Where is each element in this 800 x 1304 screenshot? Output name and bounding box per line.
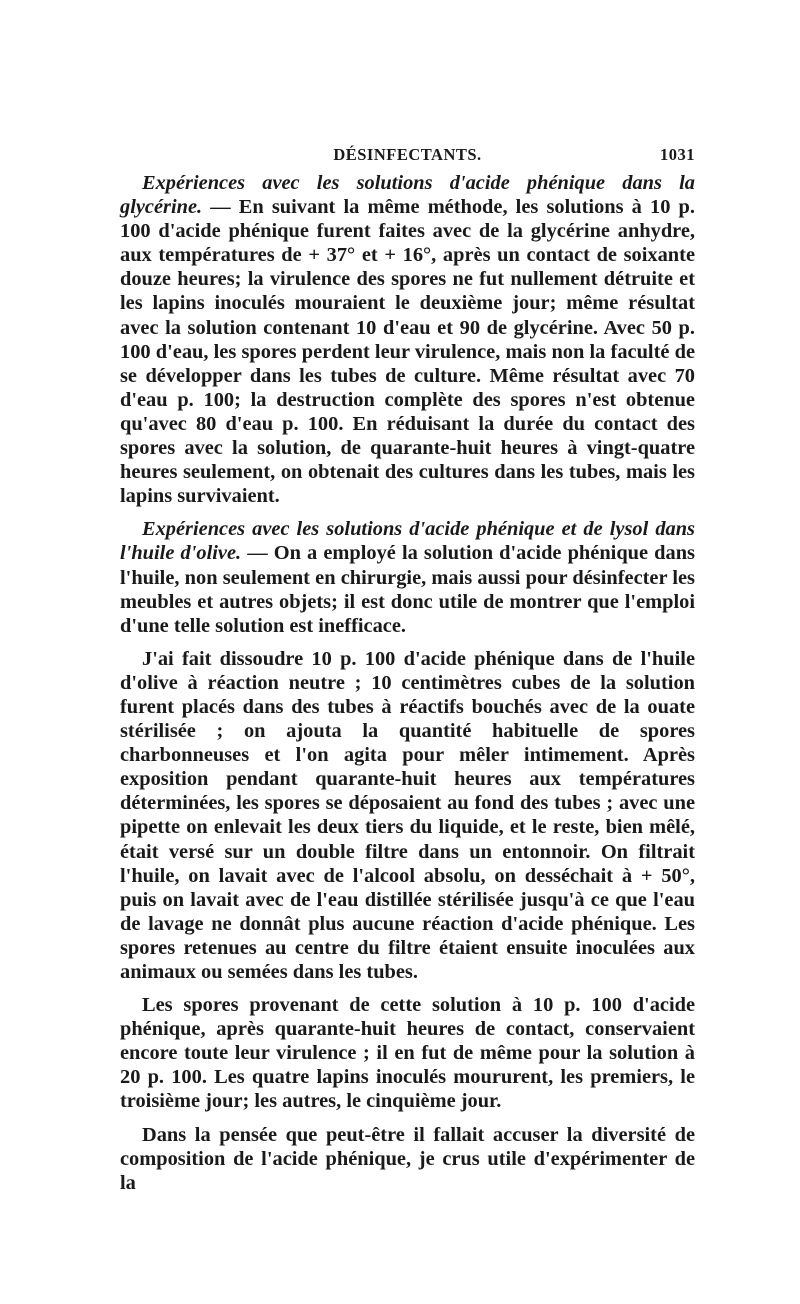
paragraph-huile-olive [120, 517, 695, 637]
paragraph-dissolution [120, 647, 695, 984]
paragraph-text: — On a employé la solution d'acide phénique dans l'huile, non seulement en chirurgie, mais aussi pour désinfecter les meubles et autres objets; il est donc utile de montrer que l'emploi d'une telle solution est inefficace. [120, 542, 695, 637]
paragraph-text: Dans la pensée que peut-être il fallait accuser la diversité de composition de l'acide phénique, je crus utile d'expérimenter de la [120, 1123, 695, 1194]
section-heading-huile-olive: Expériences avec les solutions d'acide phénique et de lysol dans l'huile d'olive. [120, 518, 695, 565]
paragraph-text: Les spores provenant de cette solution à 10 p. 100 d'acide phénique, après quarante-huit heures de contact, conservaient encore toute leur virulence ; il en fut de même pour la solution à 20 p. 100. Les quatre lapins inoculés moururent, les premiers, le troisième jour; les autres, le cinquième jour. [120, 994, 695, 1113]
section-heading-glycerine: Expériences avec les solutions d'acide phénique dans la glycérine. [120, 172, 695, 219]
paragraph-text: — En suivant la même méthode, les solutions à 10 p. 100 d'acide phénique furent faites avec de la glycérine anhydre, aux températures de + 37° et + 16°, après un contact de soixante douze heures; la virulence des spores ne fut nullement détruite et les lapins inoculés mouraient le deuxième jour; même résultat avec la solution contenant 10 d'eau et 90 de glycérine. Avec 50 p. 100 d'eau, les spores perdent leur virulence, mais non la faculté de se développer dans les tubes de culture. Même résultat avec 70 d'eau p. 100; la destruction complète des spores n'est obtenue qu'avec 80 d'eau p. 100. En réduisant la durée du contact des spores avec la solution, de quarante-huit heures à vingt-quatre heures seulement, on obtenait des cultures dans les tubes, mais les lapins survivaient. [120, 196, 695, 508]
paragraph-text: J'ai fait dissoudre 10 p. 100 d'acide phénique dans de l'huile d'olive à réaction neutre ; 10 centimètres cubes de la solution furent placés dans des tubes à réactifs bouchés avec de la ouate stérilisée ; on ajouta la quantité habituelle de spores charbonneuses et l'on agita pour mêler intimement. Après exposition pendant quarante-huit heures aux températures déterminées, les spores se déposaient au fond des tubes ; avec une pipette on enlevait les deux tiers du liquide, et le reste, bien mêlé, était versé sur un double filtre dans un entonnoir. On filtrait l'huile, on lavait avec de l'alcool absolu, on desséchait à + 50°, puis on lavait avec de l'eau distillée stérilisée jusqu'à ce que l'eau de lavage ne donnât plus aucune réaction d'acide phénique. Les spores retenues au centre du filtre étaient ensuite inoculées aux animaux ou semées dans les tubes. [120, 647, 695, 983]
paragraph-resultats [120, 993, 695, 1113]
paragraph-glycerine [120, 171, 695, 508]
paragraph-composition [120, 1123, 695, 1195]
page-number: 1031 [660, 145, 695, 164]
body-text [120, 171, 695, 1195]
running-head [120, 145, 695, 171]
book-page [120, 145, 695, 1195]
running-title: DÉSINFECTANTS. [333, 145, 482, 164]
